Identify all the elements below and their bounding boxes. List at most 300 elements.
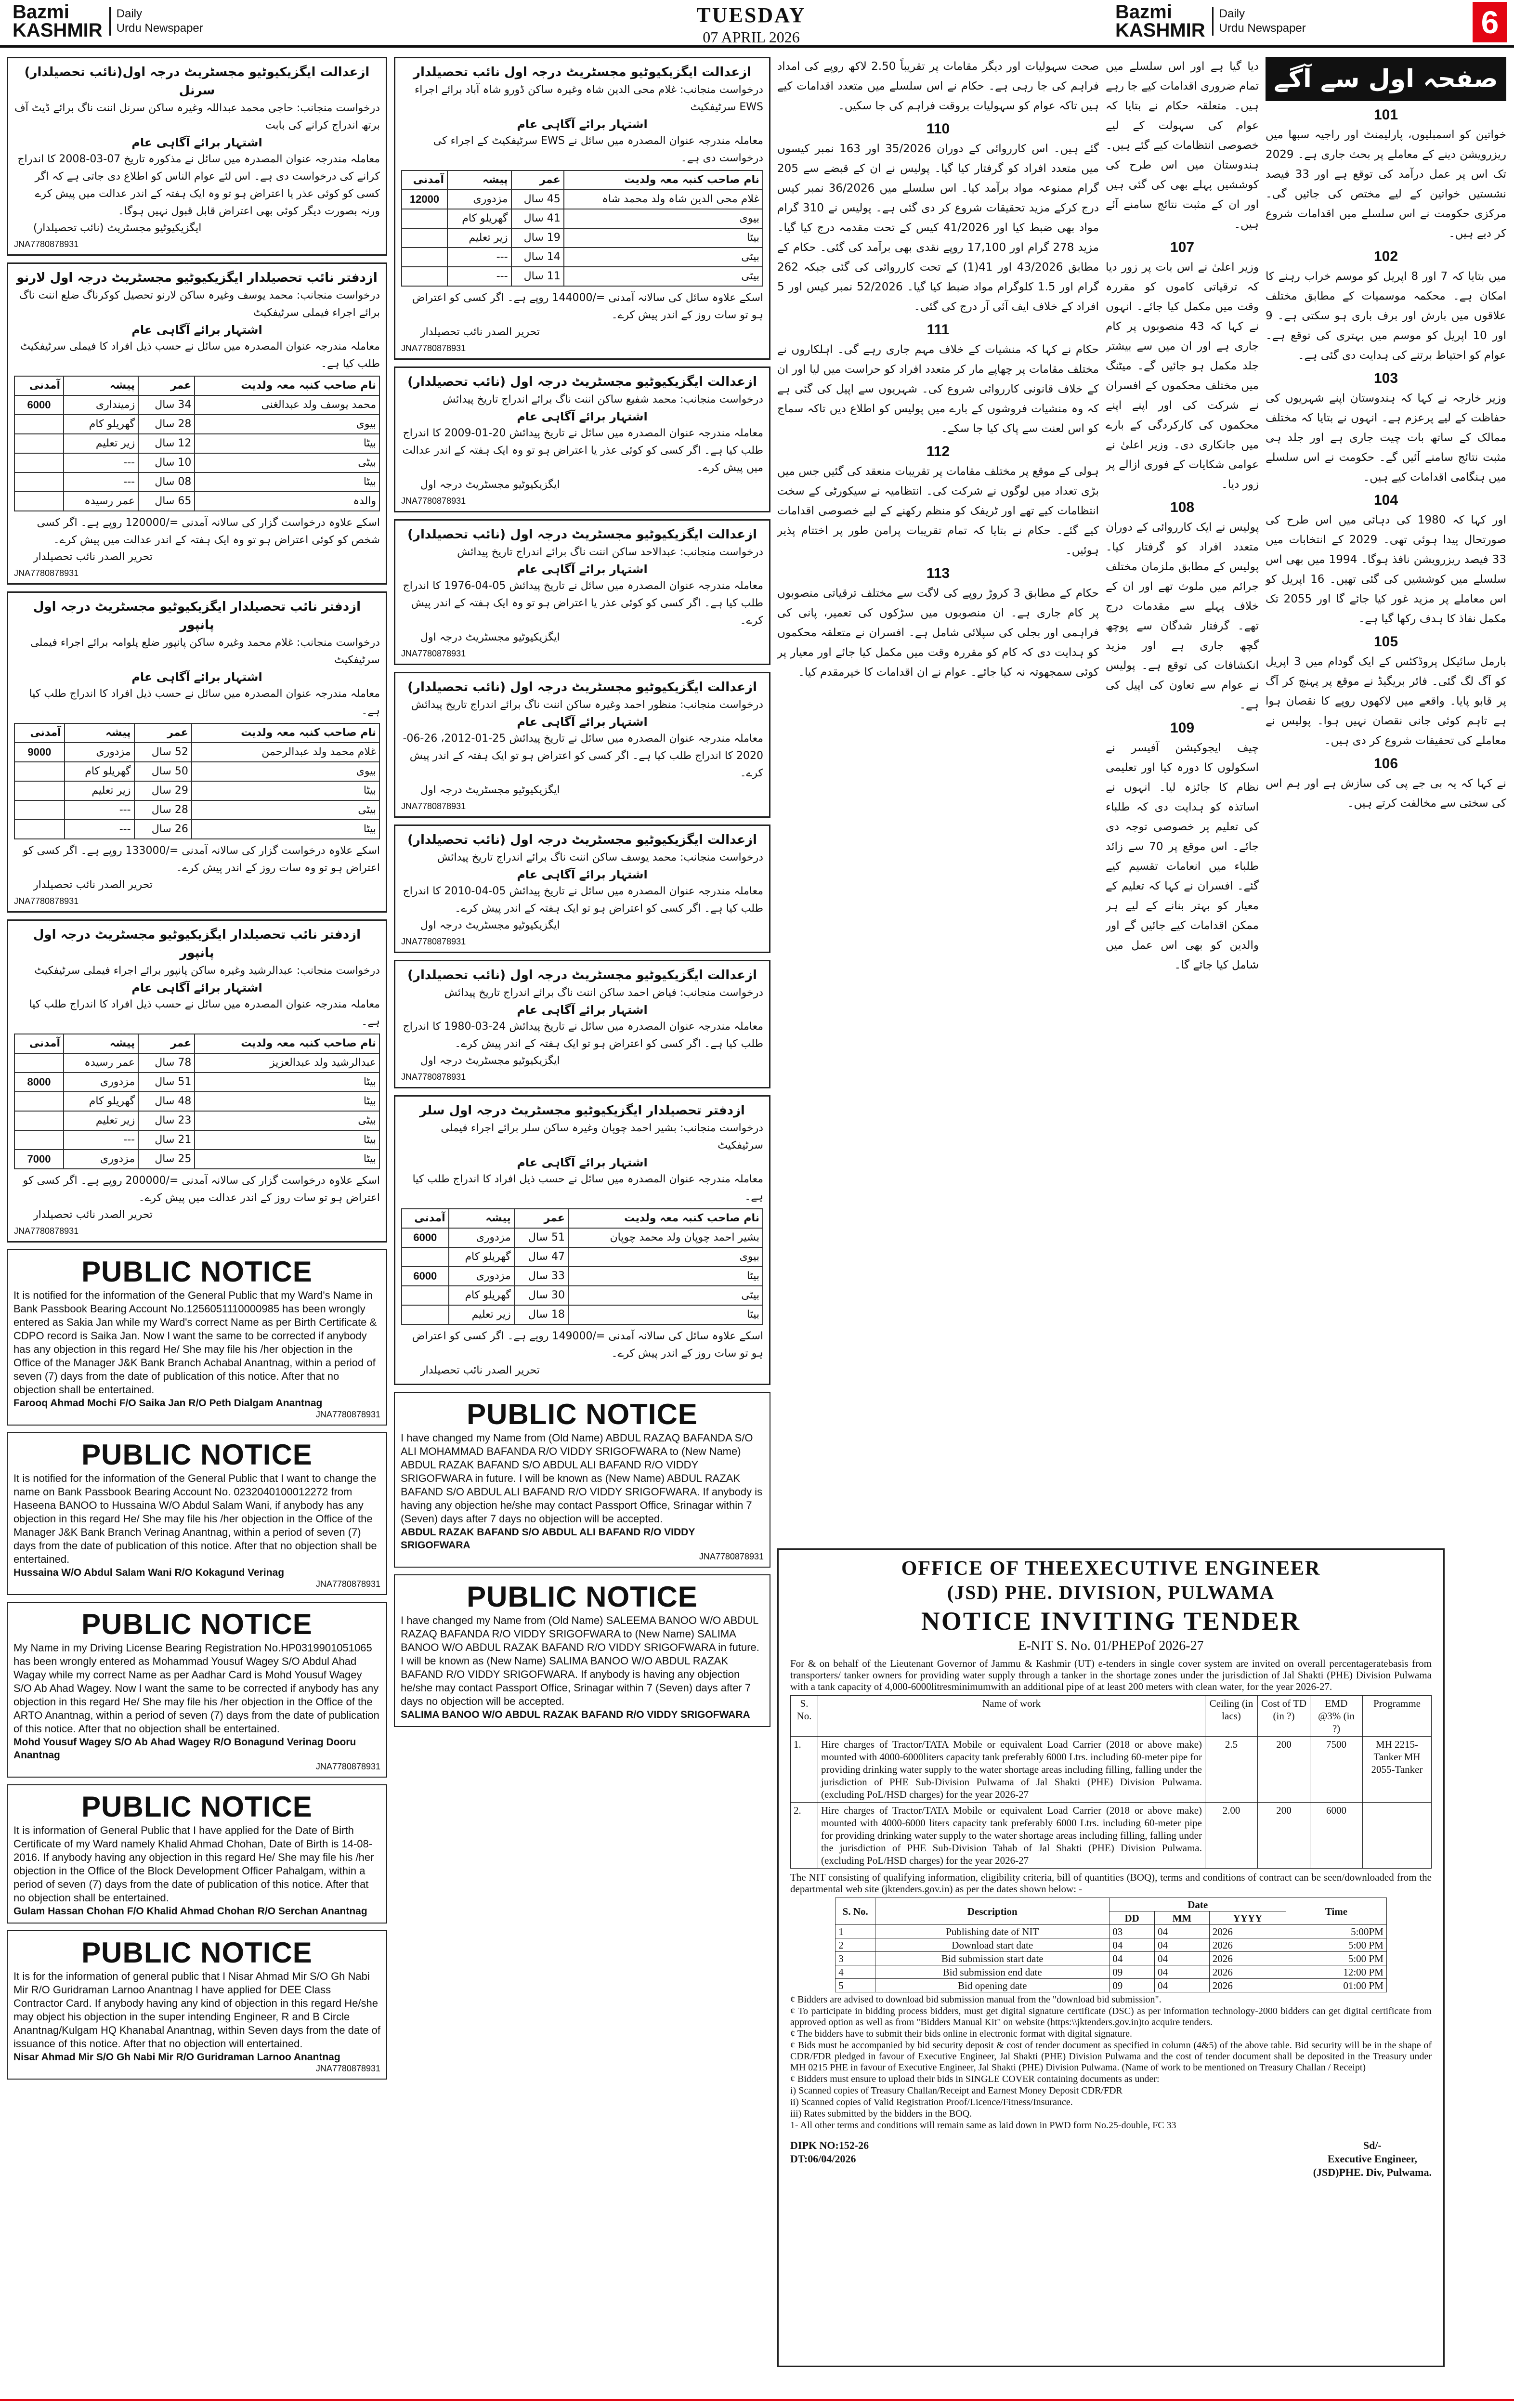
- news-number: 108: [1170, 499, 1195, 515]
- table-cell: 2026: [1209, 1938, 1286, 1952]
- table-cell: 2.00: [1205, 1803, 1258, 1869]
- table-cell: 34 سال: [138, 395, 195, 415]
- table-cell: 2.: [791, 1803, 818, 1869]
- table-row: [14, 395, 379, 415]
- notice-title: ازعدالت ایگزیکیوٹیو مجسٹریٹ درجہ اول (نائب تحصیلدار): [407, 527, 757, 542]
- table-cell: بیٹا: [195, 1150, 379, 1169]
- table-subheader: MM: [1154, 1911, 1209, 1925]
- notice-body: درخواست منجانب: فیاض احمد ساکن اننت ناگ برائے اندراج تاریخ پیدائش: [444, 987, 763, 999]
- table-row: [14, 1111, 379, 1130]
- notice-intro: معاملہ مندرجہ عنوان المصدرہ میں سائل نے حسب ذیل افراد کا اندراج طلب کیا ہے۔: [29, 998, 380, 1028]
- notice-sign: ایگزیکیوٹیو مجسٹریٹ درجہ اول: [420, 631, 560, 643]
- notice-code: JNA7780878931: [14, 1226, 79, 1236]
- table-header: S. No.: [835, 1898, 875, 1925]
- column-2: [394, 57, 770, 1734]
- table-row: [402, 267, 763, 286]
- table-cell: ---: [65, 800, 134, 820]
- notice-sign: ایگزیکیوٹیو مجسٹریٹ درجہ اول: [420, 784, 560, 796]
- tender-footer: [790, 2139, 1432, 2179]
- table-row: [835, 1938, 1387, 1952]
- table-cell: بیٹا: [195, 1073, 379, 1092]
- news-number: 102: [1373, 249, 1398, 264]
- table-header: Cost of TD (in ?): [1258, 1696, 1310, 1737]
- table-cell: 200: [1258, 1737, 1310, 1803]
- table-row: [402, 190, 763, 209]
- table-cell: ---: [65, 820, 134, 839]
- notice-intro: معاملہ مندرجہ عنوان المصدرہ میں سائل نے حسب ذیل افراد کا اندراج طلب کیا ہے۔: [412, 1173, 763, 1203]
- notice-heading: اشتہار برائے آگاہی عام: [517, 410, 648, 423]
- public-notice-body: I have changed my Name from (Old Name) ABDUL RAZAQ BAFANDA S/O ALI MOHAMMAD BAFANDA R/O VIDDY SRIGOFWARA to (New Name) ABDUL RAZAK BAFAND S/O ABDUL ALI BAFAND R/O VIDDY SRIGOFWARA in future. I will be known as (New Name) ABDUL RAZAK BAFAND S/O ABDUL ALI BAFAND R/O VIDDY SRIGOFWARA. If anybody is having any objection he/she may contact Passport Office, Srinagar within 7 (Seven) days after 7 days no objection will be accepted.: [401, 1432, 763, 1525]
- notice-title: ازدفتر نائب تحصیلدار ایگزیکیوٹیو مجسٹریٹ درجہ اول پانپور: [33, 928, 361, 960]
- news-number: 112: [926, 444, 950, 459]
- table-cell: غلام محی الدین شاہ ولد محمد شاہ: [564, 190, 763, 209]
- notice-heading: اشتہار برائے آگاہی عام: [131, 670, 262, 684]
- table-cell: گھریلو کام: [64, 415, 138, 434]
- table-cell: 2.5: [1205, 1737, 1258, 1803]
- table-cell: 5:00PM: [1286, 1925, 1387, 1938]
- table-cell: 01:00 PM: [1286, 1979, 1387, 1992]
- birth-date-notice: [394, 366, 770, 512]
- table-cell: [14, 1111, 64, 1130]
- table-cell: Hire charges of Tractor/TATA Mobile or equivalent Load Carrier (2018 or above make) mounted with 4000-6000 liters capacity tank preferably 6000 Ltrs. including 60-meter pipe for providing drinking water supply to the water shortage areas including filling, falling under the jurisdiction of PHE Sub-Division Tahab of Jal Shakti (PHE) Division Pulwama. (excluding PoL/HSD charges) for the year 2026-27: [818, 1803, 1205, 1869]
- news-text: گئے ہیں۔ اس کارروائی کے دوران 35/2026 اور 163 نمبر کیسوں میں متعدد افراد کو گرفتار کیا گیا۔ پولیس نے ان کے قبضے سے 205 گرام ممنوعہ مواد برآمد کیا۔ اس سلسلے میں 36/2026 نمبر کیس درج کرکے مزید تحقیقات شروع کر دی گئی ہے۔ پولیس نے 310 گرام مواد بھی ضبط کیا اور 41/2026 کیس کے تحت مقدمہ درج کیا گیا۔ مزید 278 گرام اور 17,100 روپے نقدی بھی برآمد کی گئی۔ حکام کے مطابق 43/2026 اور 41(1) کے تحت کارروائی کی گئی جبکہ 262 گرام اور 1.5 کلوگرام مواد ضبط کیا گیا۔ 52/2026 نمبر کیس اور 5 افراد کے خلاف ایف آئی آر درج کی گئی۔: [777, 143, 1099, 313]
- notice-code: JNA7780878931: [401, 1072, 466, 1082]
- table-cell: زیر تعلیم: [65, 781, 134, 800]
- signatory-title: Executive Engineer,: [1327, 2153, 1417, 2165]
- table-cell: 3: [835, 1952, 875, 1965]
- notice-text: معاملہ مندرجہ عنوان المصدرہ میں سائل نے تاریخ پیدائش 24-03-1980 کا اندراج طلب کیا ہے۔ اگر کسی کو اعتراض ہو تو ایک ہفتہ کے اندر پیش کرے۔: [403, 1021, 763, 1050]
- notice-sign: ایگزیکیوٹیو مجسٹریٹ درجہ اول: [420, 919, 560, 931]
- public-notice-title: PUBLIC NOTICE: [81, 1791, 313, 1823]
- condition-item: ¢ Bidders are advised to download bid submission manual from the "download bid submission".: [790, 1994, 1162, 2005]
- family-table: [14, 376, 380, 511]
- table-cell: [14, 820, 65, 839]
- table-cell: بیوی: [195, 415, 379, 434]
- table-cell: 12000: [402, 190, 447, 209]
- footer-rule: [0, 2399, 1514, 2401]
- table-row: [402, 1228, 763, 1247]
- table-cell: زیر تعلیم: [449, 1305, 514, 1324]
- public-notice-title: PUBLIC NOTICE: [467, 1398, 698, 1430]
- news-number: 113: [926, 565, 950, 581]
- public-notice-sign: Nisar Ahmad Mir S/O Gh Nabi Mir R/O Guridraman Larnoo Anantnag: [13, 2052, 340, 2063]
- table-cell: بیٹا: [195, 472, 379, 492]
- table-cell: بیٹا: [568, 1267, 763, 1286]
- table-cell: Download start date: [875, 1938, 1109, 1952]
- public-notice-code: JNA7780878931: [315, 1762, 380, 1771]
- dipk-number: DIPK NO:152-26: [790, 2139, 869, 2151]
- table-cell: 04: [1154, 1965, 1209, 1979]
- table-cell: 10 سال: [138, 453, 195, 472]
- table-header: Date: [1109, 1898, 1286, 1911]
- public-notice-code: JNA7780878931: [315, 1410, 380, 1419]
- table-row: [14, 762, 379, 781]
- news-item: [1266, 634, 1506, 751]
- notice-code: JNA7780878931: [401, 937, 466, 946]
- notice-body: درخواست منجانب: محمد یوسف وغیرہ ساکن لارنو تحصیل کوکرناگ ضلع اننت ناگ برائے اجراء فیملی سرٹیفکیٹ: [19, 289, 380, 319]
- family-table: [401, 1208, 763, 1325]
- family-table: [14, 1034, 380, 1169]
- public-notice-body: It is notified for the information of the General Public that I want to change the name on Bank Passbook Bearing Account No. 0232040100012272 from Haseena BANOO to Hussaina W/O Abdul Salam Wani, if anybody has any objection in this regard He/ She may file his /her objection in the Office of the Manager J&K Bank Branch Verinag Anantnag, within a period of seven (7) days from the date of publication of this notice. After that no objection shall be entertained.: [13, 1472, 377, 1565]
- table-cell: مزدوری: [449, 1267, 514, 1286]
- table-cell: والدہ: [195, 492, 379, 511]
- table-header: پیشہ: [64, 376, 138, 395]
- news-item: [1266, 492, 1506, 629]
- day: TUESDAY: [696, 3, 806, 27]
- notice-heading: اشتہار برائے آگاہی عام: [131, 323, 262, 337]
- table-cell: بیوی: [192, 762, 379, 781]
- table-cell: 6000: [402, 1228, 449, 1247]
- notice-intro: معاملہ مندرجہ عنوان المصدرہ میں سائل نے حسب ذیل افراد کا اندراج طلب کیا ہے۔: [29, 688, 380, 717]
- table-header: Description: [875, 1898, 1109, 1925]
- table-cell: 2026: [1209, 1925, 1286, 1938]
- table-row: [402, 228, 763, 248]
- masthead: [0, 0, 1514, 44]
- tender-reference: E-NIT S. No. 01/PHEPof 2026-27: [1018, 1638, 1204, 1653]
- notice-code: JNA7780878931: [401, 649, 466, 658]
- public-notice-title: PUBLIC NOTICE: [81, 1439, 313, 1471]
- table-cell: ---: [447, 267, 511, 286]
- table-cell: گھریلو کام: [447, 209, 511, 228]
- news-text: نے کہا کہ یہ بی جے پی کی سازش ہے اور ہم اس کی سختی سے مخالفت کرتے ہیں۔: [1266, 777, 1506, 810]
- public-notice-sign: Gulam Hassan Chohan F/O Khalid Ahmad Chohan R/O Serchan Anantnag: [13, 1906, 367, 1917]
- notice-text: اسکے علاوہ درخواست گزار کی سالانہ آمدنی =/120000 روپے ہے۔ اگر کسی شخص کو کوئی اعتراض ہو تو وہ ایک ہفتہ کے اندر عدالت میں پیش کرے۔: [37, 517, 380, 546]
- notice-text: معاملہ مندرجہ عنوان المصدرہ میں سائل نے تاریخ پیدائش 25-01-2012، 26-06-2020 کا اندراج طلب کیا ہے۔ اگر کسی کو اعتراض ہو تو ایک ہفتہ کے اندر پیش کرے۔: [403, 733, 763, 779]
- table-header: Programme: [1363, 1696, 1432, 1737]
- notice-title: ازعدالت ایگزیکیوٹیو مجسٹریٹ درجہ اول نائب تحصیلدار: [413, 65, 751, 79]
- table-header: عمر: [514, 1209, 568, 1228]
- table-cell: 47 سال: [514, 1247, 568, 1267]
- table-header: پیشہ: [64, 1034, 138, 1053]
- table-cell: [14, 492, 64, 511]
- table-cell: بیٹا: [195, 1092, 379, 1111]
- masthead-rule: [0, 45, 1514, 48]
- notice-sign: تحریر الصدر نائب تحصیلدار: [420, 326, 540, 338]
- table-row: [402, 1305, 763, 1324]
- table-cell: بیٹی: [564, 267, 763, 286]
- table-cell: [14, 415, 64, 434]
- public-notice-title: PUBLIC NOTICE: [81, 1256, 313, 1288]
- brand-line1: Bazmi: [13, 1, 69, 23]
- public-notice-body: It is information of General Public that I have applied for the Date of Birth Certificate of my Ward namely Khalid Ahmad Chohan, Date of Birth is 14-08-2016. If anybody having any objection in this regard He/ She may file his /her objection in the Office of the Block Development Officer Pahalgam, within a period of seven (7) days from the date of publication of this notice. After that no objection shall be entertained.: [13, 1824, 374, 1904]
- condition-item: ¢ Bids must be accompanied by bid security deposit & cost of tender document as specified in column (4&5) of the above table. Bid security will be in the shape of CDR/FDR pledged in favour of Executive Engineer, Jal Shakti (PHE) Division Pulwama and the cost of tender document shall be deposited in the Treasury under MH 0215 PHE in favour of Executive Engineer, Jal Shakti (PHE) Division Pulwama. (Name of work to be mentioned on Treasury Challan / Receipt): [790, 2040, 1432, 2073]
- notice-code: JNA7780878931: [14, 239, 79, 249]
- news-number: 101: [1373, 107, 1398, 123]
- table-cell: [14, 434, 64, 453]
- public-notice-title: PUBLIC NOTICE: [467, 1581, 698, 1613]
- tender-notice: [777, 1548, 1445, 2367]
- news-text: ہولی کے موقع پر مختلف مقامات پر تقریبات منعقد کی گئیں جس میں بڑی تعداد میں لوگوں نے شرکت کی۔ انتظامیہ نے سیکورٹی کے سخت انتظامات کیے تھے اور ٹریفک کو منظم رکھنے کے لیے خصوصی اقدامات کیے گئے۔ حکام نے بتایا کہ تمام تقریبات پرامن طور پر اختتام پذیر ہوئیں۔: [777, 465, 1099, 557]
- public-notice-sign: Mohd Yousuf Wagey S/O Ab Ahad Wagey R/O Bonagund Verinag Dooru Anantnag: [13, 1737, 356, 1761]
- news-number: 109: [1170, 720, 1195, 736]
- notice-code: JNA7780878931: [401, 343, 466, 353]
- brand-sub2: Urdu Newspaper: [116, 22, 203, 35]
- tender-division: (JSD) PHE. DIVISION, PULWAMA: [947, 1582, 1275, 1603]
- table-cell: 51 سال: [138, 1073, 195, 1092]
- tender-intro: For & on behalf of the Lieutenant Governor of Jammu & Kashmir (UT) e-tenders in single cover system are invited on overall percentageratebasis from transporters/ tanker owners for providing water supply through a tanker in the shortage zones under the jurisdiction of Jal Shakti (PHE) Division Pulwama with a tank capacity of 4,000-6000litresminimumwith an additional pipe of at least 200 meters with clean water, for the year 2026-27.: [790, 1658, 1432, 1692]
- signatory-office: (JSD)PHE. Div, Pulwama.: [1313, 2166, 1432, 2178]
- table-header: نام صاحب کنبہ معہ ولدیت: [192, 723, 379, 743]
- table-header: پیشہ: [449, 1209, 514, 1228]
- table-row: [835, 1965, 1387, 1979]
- table-cell: گھریلو کام: [449, 1247, 514, 1267]
- table-row: [835, 1979, 1387, 1992]
- table-header: آمدنی: [14, 376, 64, 395]
- news-text: دیا گیا ہے اور اس سلسلے میں تمام ضروری اقدامات کیے جا رہے ہیں۔ متعلقہ حکام نے بتایا کہ عوام کی سہولت کے لیے خصوصی انتظامات کیے گئے ہیں۔ ہندوستان میں اس طرح کی کوششیں پہلے بھی کی گئی ہیں اور ان کے مثبت نتائج سامنے آئے ہیں۔: [1106, 60, 1259, 231]
- table-row: [791, 1737, 1432, 1803]
- birth-date-notice: [394, 672, 770, 818]
- table-cell: بیٹی: [568, 1286, 763, 1305]
- tender-works-table: [790, 1695, 1432, 1869]
- table-cell: گھریلو کام: [449, 1286, 514, 1305]
- news-item: [777, 57, 1099, 116]
- section-headline: صفحہ اول سے آگے: [1266, 57, 1506, 101]
- notice-heading: اشتہار برائے آگاہی عام: [517, 563, 648, 576]
- table-cell: 7000: [14, 1150, 64, 1169]
- notice-heading: اشتہار برائے آگاہی عام: [131, 136, 262, 149]
- table-header: Ceiling (in lacs): [1205, 1696, 1258, 1737]
- table-cell: [14, 1130, 64, 1150]
- table-cell: [14, 1053, 64, 1073]
- public-notice-sign: SALIMA BANOO W/O ABDUL RAZAK BAFAND R/O VIDDY SRIGOFWARA: [401, 1709, 750, 1720]
- table-cell: بیٹا: [568, 1305, 763, 1324]
- page-number-badge: 6: [1473, 2, 1507, 42]
- table-cell: [14, 781, 65, 800]
- notice-code: JNA7780878931: [401, 496, 466, 506]
- table-cell: [402, 1286, 449, 1305]
- news-item: [1106, 57, 1259, 235]
- public-notice-code: JNA7780878931: [315, 2064, 380, 2073]
- brand-sub1: Daily: [116, 7, 143, 20]
- notice-body: درخواست منجانب: محمد شفیع ساکن اننت ناگ برائے اندراج تاریخ پیدائش: [443, 393, 763, 406]
- table-cell: MH 2215-Tanker MH 2055-Tanker: [1363, 1737, 1432, 1803]
- table-cell: 2026: [1209, 1952, 1286, 1965]
- news-item: [1266, 107, 1506, 244]
- notice-text: معاملہ مندرجہ عنوان المصدرہ میں سائل نے تاریخ پیدائش 05-04-1976 کا اندراج طلب کیا ہے۔ اگر کسی کو کوئی عذر یا اعتراض ہو تو وہ ایک ہفتہ کے اندر پیش کرے۔: [403, 580, 763, 627]
- news-number: 105: [1373, 634, 1398, 650]
- table-cell: 50 سال: [134, 762, 192, 781]
- notice-sign: تحریر الصدر نائب تحصیلدار: [33, 879, 153, 891]
- news-item: [1266, 249, 1506, 366]
- table-cell: [14, 472, 64, 492]
- family-certificate-notice: [7, 262, 387, 585]
- notice-heading: اشتہار برائے آگاہی عام: [517, 715, 648, 729]
- table-cell: 21 سال: [138, 1130, 195, 1150]
- news-text: صحت سہولیات اور دیگر مقامات پر تقریباً 2.50 لاکھ روپے کی امداد فراہم کی جا رہی ہے۔ حکام نے اس سلسلے میں متعدد اقدامات کیے ہیں تاکہ عوام کو سہولیات بروقت فراہم کی جا سکیں۔: [777, 60, 1099, 112]
- table-cell: 5: [835, 1979, 875, 1992]
- table-row: [402, 1286, 763, 1305]
- table-cell: 6000: [14, 395, 64, 415]
- table-cell: بیٹا: [195, 1130, 379, 1150]
- table-cell: 11 سال: [511, 267, 564, 286]
- table-cell: 4: [835, 1965, 875, 1979]
- table-row: [402, 248, 763, 267]
- table-cell: مزدوری: [65, 743, 134, 762]
- birth-date-notice: [394, 960, 770, 1088]
- public-notice-sign: Farooq Ahmad Mochi F/O Saika Jan R/O Peth Dialgam Anantnag: [13, 1398, 323, 1409]
- ews-certificate-notice: [394, 57, 770, 360]
- table-row: [14, 820, 379, 839]
- news-text: بارمل سائیکل پروڈکٹس کے ایک گودام میں 3 اپریل کو آگ لگ گئی۔ فائر بریگیڈ نے موقع پر پہنچ کر آگ پر قابو پایا۔ واقعے میں لاکھوں روپے کا نقصان ہوا ہے تاہم کوئی جانی نقصان نہیں ہوا۔ پولیس نے معاملے کی تحقیقات شروع کر دی ہیں۔: [1266, 655, 1506, 747]
- table-row: [14, 800, 379, 820]
- table-row: [791, 1803, 1432, 1869]
- table-cell: [14, 1092, 64, 1111]
- table-row: [14, 1073, 379, 1092]
- public-notice: [394, 1392, 770, 1568]
- news-item: [777, 565, 1099, 682]
- public-notice-title: PUBLIC NOTICE: [81, 1608, 313, 1640]
- table-cell: 09: [1109, 1979, 1155, 1992]
- news-item: [1106, 239, 1259, 495]
- court-notice: [7, 57, 387, 256]
- table-cell: زیر تعلیم: [447, 228, 511, 248]
- table-header: عمر: [138, 1034, 195, 1053]
- table-cell: [402, 248, 447, 267]
- news-number: 111: [927, 322, 950, 338]
- table-cell: 19 سال: [511, 228, 564, 248]
- table-cell: زیر تعلیم: [64, 1111, 138, 1130]
- notice-text: معاملہ مندرجہ عنوان المصدرہ میں سائل نے مذکورہ تاریخ 07-03-2008 کا اندراج کرانے کی درخواست دی ہے۔ اس لئے عوام الناس کو اطلاع دی جاتی ہے کہ اگر کسی کو کوئی عذر یا اعتراض ہو تو وہ ایک ہفتہ کے اندر عدالت میں پیش کرے ورنہ بصورت دیگر کوئی بھی اعتراض قابل قبول نہیں ہوگا۔: [17, 153, 380, 217]
- table-cell: Publishing date of NIT: [875, 1925, 1109, 1938]
- condition-item: i) Scanned copies of Treasury Challan/Receipt and Earnest Money Deposit CDR/FDR: [790, 2085, 1122, 2096]
- table-header: نام صاحب کنبہ معہ ولدیت: [195, 376, 379, 395]
- notice-sign: تحریر الصدر نائب تحصیلدار: [420, 1364, 540, 1376]
- table-cell: 33 سال: [514, 1267, 568, 1286]
- table-cell: بیٹی: [564, 248, 763, 267]
- news-item: [777, 444, 1099, 561]
- table-cell: 65 سال: [138, 492, 195, 511]
- table-cell: 03: [1109, 1925, 1155, 1938]
- table-cell: 5:00 PM: [1286, 1938, 1387, 1952]
- table-cell: 78 سال: [138, 1053, 195, 1073]
- table-cell: 12 سال: [138, 434, 195, 453]
- notice-body: درخواست منجانب: غلام محی الدین شاہ وغیرہ ساکن ڈورو شاہ آباد برائے اجراء EWS سرٹیفکیٹ: [414, 84, 763, 113]
- news-number: 106: [1373, 756, 1398, 772]
- table-row: [14, 1130, 379, 1150]
- column-5-news: [1266, 57, 1506, 1540]
- table-header: Time: [1286, 1898, 1387, 1925]
- table-cell: 25 سال: [138, 1150, 195, 1169]
- notice-code: JNA7780878931: [14, 896, 79, 906]
- table-cell: Bid submission end date: [875, 1965, 1109, 1979]
- table-cell: بیٹا: [192, 820, 379, 839]
- table-cell: 04: [1154, 1938, 1209, 1952]
- notice-heading: اشتہار برائے آگاہی عام: [517, 868, 648, 881]
- column-3-news: [777, 57, 1099, 1540]
- table-row: [14, 472, 379, 492]
- table-cell: 2: [835, 1938, 875, 1952]
- public-notice-body: My Name in my Driving License Bearing Registration No.HP0319901051065 has been wrongly entered as Mohammad Yousuf Wagey S/O Abdul Ahad Wagay while my correct Name as per Aadhar Card is Mohd Yousuf Wagey S/O Ab Ahad Wagey. Now I want the same to be corrected if anybody has any objection in this regard He/ She may file his /her objection in the Office of the ARTO Anantnag, within a period of seven (7) days from the date of publication of this notice. After that no objection shall be entertained.: [13, 1642, 379, 1735]
- news-text: اور کہا کہ 1980 کی دہائی میں اس طرح کی صورتحال پیدا ہوئی تھی۔ 2029 کے انتخابات میں 33 فیصد ریزرویشن نافذ ہوگا۔ 1994 میں بھی اس سلسلے میں کوششیں کی گئی تھیں۔ 16 اپریل کو اس معاملے پر مزید غور کیا جائے گا اور 2055 تک مکمل نفاذ کا ہدف رکھا گیا ہے۔: [1266, 514, 1506, 625]
- table-cell: 30 سال: [514, 1286, 568, 1305]
- table-cell: 04: [1109, 1952, 1155, 1965]
- table-subheader: DD: [1109, 1911, 1155, 1925]
- public-notice-code: JNA7780878931: [699, 1552, 764, 1561]
- table-header: پیشہ: [447, 170, 511, 190]
- table-cell: گھریلو کام: [65, 762, 134, 781]
- notice-text: اسکے علاوہ درخواست گزار کی سالانہ آمدنی =/133000 روپے ہے۔ اگر کسی کو اعتراض ہو تو وہ سات روز کے اندر پیش کرے۔: [23, 845, 380, 874]
- news-item: [1106, 720, 1259, 975]
- table-cell: زیر تعلیم: [64, 434, 138, 453]
- table-cell: بیوی: [568, 1247, 763, 1267]
- news-number: 104: [1373, 492, 1398, 508]
- news-text: پولیس نے ایک کارروائی کے دوران متعدد افراد کو گرفتار کیا۔ پولیس کے مطابق ملزمان مختلف جرائم میں ملوث تھے اور ان کے خلاف پہلے سے مقدمات درج تھے۔ گرفتار شدگان سے پوچھ گچھ جاری ہے اور مزید انکشافات کی توقع ہے۔ پولیس نے عوام سے تعاون کی اپیل کی ہے۔: [1106, 521, 1259, 711]
- public-notice-sign: ABDUL RAZAK BAFAND S/O ABDUL ALI BAFAND R/O VIDDY SRIGOFWARA: [401, 1527, 695, 1551]
- table-cell: [402, 209, 447, 228]
- tender-title: NOTICE INVITING TENDER: [921, 1607, 1301, 1636]
- table-cell: ---: [64, 453, 138, 472]
- table-header: آمدنی: [14, 723, 65, 743]
- notice-code: JNA7780878931: [14, 568, 79, 578]
- table-cell: ---: [64, 1130, 138, 1150]
- table-subheader: YYYY: [1209, 1911, 1286, 1925]
- table-cell: Bid submission start date: [875, 1952, 1109, 1965]
- tender-schedule-table: [835, 1898, 1387, 1992]
- column-4-news: [1106, 57, 1259, 1540]
- notice-body: درخواست منجانب: حاجی محمد عبداللہ وغیرہ ساکن سرنل اننت ناگ برائے ڈیٹ آف برتھ اندراج کرانے کی بابت: [14, 102, 380, 131]
- table-cell: 04: [1154, 1952, 1209, 1965]
- brand-line2: KASHMIR: [13, 20, 103, 41]
- news-text: چیف ایجوکیشن آفیسر نے اسکولوں کا دورہ کیا اور تعلیمی نظام کا جائزہ لیا۔ انہوں نے اساتذہ کو ہدایت دی کہ طلباء کی تعلیم پر خصوصی توجہ دی جائے۔ اس موقع پر 70 سے زائد طلباء میں انعامات تقسیم کیے گئے۔ افسران نے کہا کہ تعلیم کے معیار کو بہتر بنانے کے لیے ہر ممکن اقدامات کیے جائیں گے اور والدین کو بھی اس عمل میں شامل کیا جائے گا۔: [1106, 742, 1259, 971]
- table-cell: بیٹی: [195, 453, 379, 472]
- table-cell: 8000: [14, 1073, 64, 1092]
- dipk-date: DT:06/04/2026: [790, 2153, 856, 2165]
- table-row: [835, 1925, 1387, 1938]
- table-row: [402, 1267, 763, 1286]
- dateline: [573, 3, 929, 46]
- table-cell: 28 سال: [138, 415, 195, 434]
- table-cell: [14, 762, 65, 781]
- table-cell: مزدوری: [449, 1228, 514, 1247]
- signature-mark: Sd/-: [1363, 2139, 1382, 2151]
- table-row: [14, 415, 379, 434]
- tender-conditions: [790, 1994, 1432, 2131]
- table-cell: عمر رسیدہ: [64, 1053, 138, 1073]
- table-cell: بیٹی: [195, 1111, 379, 1130]
- table-cell: بیٹا: [192, 781, 379, 800]
- news-number: 107: [1170, 239, 1195, 255]
- table-cell: بیٹی: [192, 800, 379, 820]
- table-cell: 1.: [791, 1737, 818, 1803]
- table-cell: 51 سال: [514, 1228, 568, 1247]
- table-cell: غلام محمد ولد عبدالرحمن: [192, 743, 379, 762]
- notice-heading: اشتہار برائے آگاہی عام: [517, 118, 648, 131]
- right-brand: [1115, 3, 1306, 39]
- table-cell: 5:00 PM: [1286, 1952, 1387, 1965]
- table-header: EMD @3% (in ?): [1310, 1696, 1363, 1737]
- table-cell: [402, 1305, 449, 1324]
- table-row: [14, 453, 379, 472]
- table-header: نام صاحب کنبہ معہ ولدیت: [564, 170, 763, 190]
- table-row: [402, 209, 763, 228]
- table-row: [14, 1150, 379, 1169]
- notice-title: ازدفتر نائب تحصیلدار ایگزیکیوٹیو مجسٹریٹ درجہ اول پانپور: [33, 600, 361, 632]
- public-notice: [7, 1930, 387, 2080]
- table-cell: 45 سال: [511, 190, 564, 209]
- public-notice: [7, 1432, 387, 1595]
- news-number: 103: [1373, 370, 1398, 386]
- table-cell: 08 سال: [138, 472, 195, 492]
- notice-body: درخواست منجانب: منظور احمد وغیرہ ساکن اننت ناگ برائے اندراج تاریخ پیدائش: [411, 699, 763, 711]
- notice-title: ازعدالت ایگزیکیوٹیو مجسٹریٹ درجہ اول (نائب تحصیلدار): [407, 680, 757, 694]
- table-cell: 18 سال: [514, 1305, 568, 1324]
- table-header: عمر: [134, 723, 192, 743]
- table-cell: Bid opening date: [875, 1979, 1109, 1992]
- table-header: آمدنی: [402, 170, 447, 190]
- table-cell: 2026: [1209, 1979, 1286, 1992]
- public-notice: [7, 1602, 387, 1778]
- table-cell: ---: [64, 472, 138, 492]
